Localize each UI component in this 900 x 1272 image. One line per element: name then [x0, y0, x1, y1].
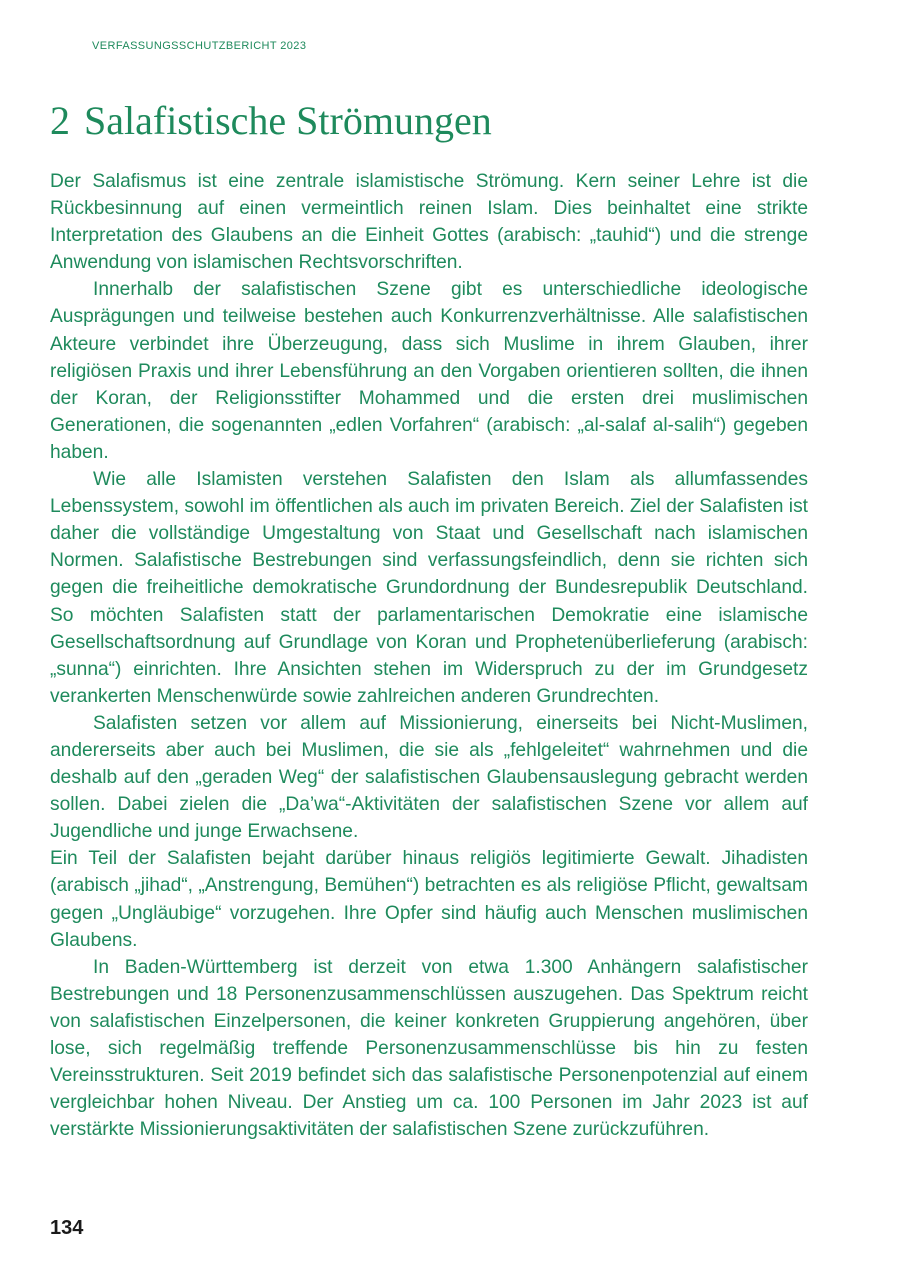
paragraph: Salafisten setzen vor allem auf Missionierung, einerseits bei Nicht-Muslimen, andererseits aber auch bei Muslimen, die sie als „fehlgeleitet“ wahrnehmen und die deshalb auf den „geraden Weg“ der salafistischen Glaubensauslegung gebracht werden sollen. Dabei zielen die „Da’wa“-Aktivitäten der salafistischen Szene vor allem auf Jugendliche und junge Erwachsene.: [50, 712, 808, 843]
chapter-title-text: Salafistische Strömungen: [84, 98, 492, 143]
paragraph: Innerhalb der salafistischen Szene gibt es unterschiedliche ideologische Ausprägungen und teilweise bestehen auch Konkurrenzverhältnisse. Alle salafistischen Akteure verbindet ihre Überzeugung, dass sich Muslime in ihrem Glauben, ihrer religiösen Praxis und ihrer Lebensführung an den Vorgaben orientieren sollten, die ihnen der Koran, der Religionsstifter Mohammed und die ersten drei muslimischen Generationen, die sogenannten „edlen Vorfahren“ (arabisch: „al-salaf al-salih“) gegeben haben.: [50, 279, 808, 463]
paragraph: In Baden-Württemberg ist derzeit von etwa 1.300 Anhängern salafistischer Bestrebungen und 18 Personenzusammenschlüssen auszugehen. Das Spektrum reicht von salafistischen Einzelpersonen, die keiner konkreten Gruppierung angehören, über lose, sich regelmäßig treffende Personenzusammenschlüsse bis hin zu festen Vereinsstrukturen. Seit 2019 befindet sich das salafistische Personenpotenzial auf einem vergleichbar hohen Niveau. Der Anstieg um ca. 100 Personen im Jahr 2023 ist auf verstärkte Missionierungsaktivitäten der salafistischen Szene zurückzuführen.: [50, 956, 808, 1141]
body-text: [50, 168, 808, 1143]
page-number: 134: [50, 1217, 84, 1239]
paragraph: Ein Teil der Salafisten bejaht darüber hinaus religiös legitimierte Gewalt. Jihadisten (arabisch „jihad“, „Anstrengung, Bemühen“) betrachten es als religiöse Pflicht, gewaltsam gegen „Ungläubige“ vorzugehen. Ihre Opfer sind häufig auch Menschen muslimischen Glaubens.: [50, 848, 808, 951]
paragraph: Der Salafismus ist eine zentrale islamistische Strömung. Kern seiner Lehre ist die Rückbesinnung auf einen vermeintlich reinen Islam. Dies beinhaltet eine strikte Interpretation des Glaubens an die Einheit Gottes (arabisch: „tauhid“) und die strenge Anwendung von islamischen Rechtsvorschriften.: [50, 171, 808, 274]
chapter-number: 2: [50, 98, 70, 143]
chapter-title: [50, 92, 492, 150]
paragraph: Wie alle Islamisten verstehen Salafisten den Islam als allumfassendes Lebenssystem, sowohl im öffentlichen als auch im privaten Bereich. Ziel der Salafisten ist daher die vollständige Umgestaltung von Staat und Gesellschaft nach islamischen Normen. Salafistische Bestrebungen sind verfassungsfeindlich, denn sie richten sich gegen die freiheitliche demokratische Grundordnung der Bundesrepublik Deutschland. So möchten Salafisten statt der parlamentarischen Demokratie eine islamische Gesellschaftsordnung auf Grundlage von Koran und Prophetenüberlieferung (arabisch: „sunna“) einrichten. Ihre Ansichten stehen im Widerspruch zu der im Grundgesetz verankerten Menschenwürde sowie zahlreichen anderen Grundrechten.: [50, 469, 808, 707]
running-header: VERFASSUNGSSCHUTZBERICHT 2023: [92, 40, 307, 52]
